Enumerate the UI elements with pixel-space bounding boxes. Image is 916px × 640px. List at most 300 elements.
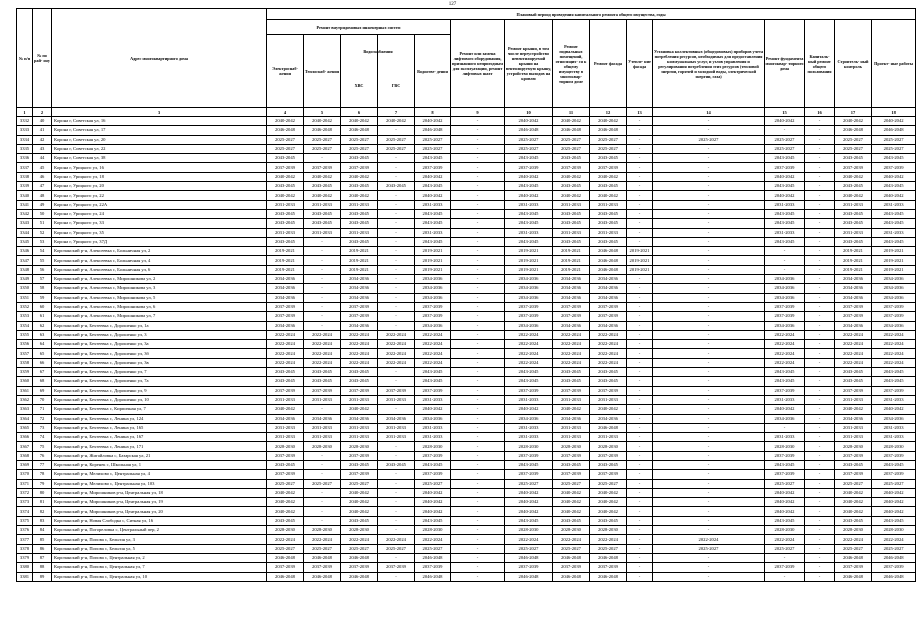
table-cell: 70 (33, 395, 52, 404)
table-cell: - (805, 479, 835, 488)
table-cell: 3346 (17, 247, 33, 256)
table-cell: 2034-2036 (505, 293, 553, 302)
table-cell: 2043-2045 (341, 460, 378, 469)
table-cell: 44 (33, 154, 52, 163)
table-cell: - (378, 526, 415, 535)
table-cell: - (805, 182, 835, 191)
table-cell: 2025-2027 (505, 479, 553, 488)
table-cell: 2028-2030 (590, 442, 627, 451)
table-cell: 2034-2036 (872, 275, 916, 284)
table-cell: 2037-2039 (341, 563, 378, 572)
table-cell: 2046-2048 (835, 126, 872, 135)
table-cell: - (765, 126, 805, 135)
table-cell: - (653, 479, 765, 488)
table-cell: 2037-2039 (590, 312, 627, 321)
table-cell: - (451, 247, 505, 256)
table-cell: 83 (33, 516, 52, 525)
table-cell: - (805, 544, 835, 553)
table-cell: 2043-2045 (415, 154, 451, 163)
table-cell: - (627, 312, 653, 321)
address-cell: Корона г, Урицкого ул, 20 (52, 182, 267, 191)
table-cell: 2034-2036 (505, 321, 553, 330)
table-cell: 2025-2027 (835, 135, 872, 144)
table-cell: - (378, 293, 415, 302)
table-cell: 2031-2033 (341, 433, 378, 442)
table-cell: - (451, 470, 505, 479)
table-cell: 2025-2027 (835, 479, 872, 488)
table-cell: 2028-2030 (872, 526, 916, 535)
table-cell: 76 (33, 451, 52, 460)
table-cell: 2022-2024 (872, 340, 916, 349)
table-cell: 2043-2045 (835, 460, 872, 469)
table-cell: 2031-2033 (835, 423, 872, 432)
table-row (17, 479, 916, 488)
table-cell: 2031-2033 (415, 433, 451, 442)
table-cell: 2043-2045 (415, 219, 451, 228)
table-cell: - (451, 488, 505, 497)
table-row (17, 321, 916, 330)
table-cell: - (451, 460, 505, 469)
table-cell: 80 (33, 488, 52, 497)
table-cell: - (451, 265, 505, 274)
table-row (17, 405, 916, 414)
table-cell: - (653, 442, 765, 451)
table-cell: 2034-2036 (590, 284, 627, 293)
table-cell: 2043-2045 (872, 516, 916, 525)
table-row (17, 284, 916, 293)
table-cell: 2037-2039 (505, 312, 553, 321)
table-cell: - (304, 451, 341, 460)
table-cell: 3380 (17, 563, 33, 572)
table-cell: - (765, 572, 805, 581)
address-cell: Корочанский р-н, Алексеевка с, Мирошникова ул, 2 (52, 275, 267, 284)
table-cell: 2028-2030 (415, 442, 451, 451)
table-cell: 2028-2030 (765, 526, 805, 535)
column-number: 8 (415, 108, 451, 117)
table-cell: 2037-2039 (304, 163, 341, 172)
table-cell: 40 (33, 117, 52, 126)
table-cell: - (304, 507, 341, 516)
table-cell: - (765, 247, 805, 256)
table-cell: - (304, 488, 341, 497)
table-cell: 2025-2027 (505, 144, 553, 153)
table-row (17, 275, 916, 284)
table-cell: 3362 (17, 395, 33, 404)
table-cell: 2022-2024 (765, 535, 805, 544)
table-cell: 2043-2045 (872, 182, 916, 191)
table-cell: 2031-2033 (765, 228, 805, 237)
table-cell: 2031-2033 (267, 200, 304, 209)
header-no-rayon: № по рай- ону (33, 9, 52, 108)
table-cell: - (627, 488, 653, 497)
table-cell: 2034-2036 (765, 275, 805, 284)
table-cell: 2034-2036 (872, 293, 916, 302)
table-cell: - (304, 516, 341, 525)
table-cell: 2022-2024 (590, 535, 627, 544)
table-cell: - (627, 544, 653, 553)
table-cell: - (304, 275, 341, 284)
table-cell: 3354 (17, 321, 33, 330)
table-cell: 2031-2033 (341, 200, 378, 209)
table-cell: - (304, 302, 341, 311)
table-cell: 2043-2045 (835, 219, 872, 228)
table-cell: - (627, 163, 653, 172)
table-row (17, 433, 916, 442)
table-cell: - (304, 470, 341, 479)
table-cell: 3360 (17, 377, 33, 386)
table-cell: 2025-2027 (590, 135, 627, 144)
table-cell: 2043-2045 (835, 516, 872, 525)
table-cell: 2040-2042 (872, 405, 916, 414)
table-cell: 2037-2039 (765, 163, 805, 172)
table-cell: 3334 (17, 135, 33, 144)
capital-repair-table (16, 8, 916, 582)
table-cell: 75 (33, 442, 52, 451)
table-cell: 2022-2024 (304, 358, 341, 367)
table-cell: 2034-2036 (304, 414, 341, 423)
table-cell: 2031-2033 (765, 395, 805, 404)
table-cell: - (451, 498, 505, 507)
table-cell: - (627, 117, 653, 126)
column-number: 18 (872, 108, 916, 117)
table-cell: - (378, 377, 415, 386)
table-cell: 2043-2045 (872, 460, 916, 469)
table-cell: 2019-2021 (553, 256, 590, 265)
table-cell: 2043-2045 (590, 516, 627, 525)
address-cell: Корона г, Советская ул, 22 (52, 144, 267, 153)
table-cell: 2022-2024 (378, 330, 415, 339)
table-cell: 2022-2024 (590, 358, 627, 367)
table-cell: 2040-2042 (590, 488, 627, 497)
address-cell: Корочанский р-н, Бехтеевка с, Дорошенко ул, 7 (52, 368, 267, 377)
table-cell: - (653, 228, 765, 237)
table-cell: 72 (33, 414, 52, 423)
table-cell: - (451, 219, 505, 228)
table-cell: 2043-2045 (505, 182, 553, 191)
table-cell: - (627, 182, 653, 191)
table-cell: 2043-2045 (378, 182, 415, 191)
table-cell: - (805, 395, 835, 404)
table-cell: - (451, 479, 505, 488)
table-cell: - (805, 470, 835, 479)
table-cell: 2034-2036 (267, 284, 304, 293)
table-cell: 2034-2036 (765, 414, 805, 423)
table-cell: 2046-2048 (590, 256, 627, 265)
table-cell: 2034-2036 (872, 284, 916, 293)
column-number: 3 (52, 108, 267, 117)
table-cell: 2031-2033 (267, 228, 304, 237)
header-title: Плановый период проведения капитального ремонта общего имущества, годы (267, 9, 916, 20)
table-row (17, 553, 916, 562)
table-cell: 3368 (17, 451, 33, 460)
table-cell: - (653, 377, 765, 386)
table-cell: 2022-2024 (304, 349, 341, 358)
table-cell: - (653, 563, 765, 572)
table-cell: 2031-2033 (378, 395, 415, 404)
table-cell: - (451, 256, 505, 265)
table-cell: 64 (33, 340, 52, 349)
table-cell: - (451, 275, 505, 284)
table-cell: 55 (33, 256, 52, 265)
table-cell: 2034-2036 (267, 293, 304, 302)
table-cell: - (451, 535, 505, 544)
table-cell: - (451, 386, 505, 395)
table-row (17, 526, 916, 535)
table-cell: 3357 (17, 349, 33, 358)
table-cell: 2034-2036 (267, 414, 304, 423)
table-cell: 3352 (17, 302, 33, 311)
table-cell: 69 (33, 386, 52, 395)
table-cell: 2031-2033 (378, 433, 415, 442)
table-cell: 2037-2039 (553, 451, 590, 460)
table-cell: 2040-2042 (415, 488, 451, 497)
table-cell: 2025-2027 (872, 144, 916, 153)
table-cell: 2040-2042 (505, 498, 553, 507)
table-cell: - (451, 507, 505, 516)
address-cell: Корочанский р-н, Бехтеевка с, Дорошенко ул, 10 (52, 395, 267, 404)
table-cell: - (451, 321, 505, 330)
table-cell: - (378, 275, 415, 284)
table-cell: - (805, 433, 835, 442)
address-cell: Корочанский р-н, Бехтеевка с, Ленина ул, 167 (52, 433, 267, 442)
table-cell: 2043-2045 (267, 209, 304, 218)
table-cell: - (805, 423, 835, 432)
table-cell: - (653, 386, 765, 395)
table-cell: 2031-2033 (872, 200, 916, 209)
column-number: 6 (341, 108, 378, 117)
table-cell: 2025-2027 (378, 144, 415, 153)
table-cell: 2046-2048 (505, 572, 553, 581)
table-cell: 2037-2039 (553, 386, 590, 395)
table-cell: 2043-2045 (590, 237, 627, 246)
table-cell: 60 (33, 302, 52, 311)
table-cell: - (627, 200, 653, 209)
table-cell: - (451, 163, 505, 172)
table-cell: 2040-2042 (872, 172, 916, 181)
table-cell: 2046-2048 (590, 423, 627, 432)
table-cell: 2034-2036 (267, 321, 304, 330)
table-cell: 2022-2024 (378, 358, 415, 367)
table-cell: - (304, 405, 341, 414)
table-cell: 2031-2033 (505, 200, 553, 209)
table-cell: - (805, 572, 835, 581)
table-cell: 2019-2021 (835, 265, 872, 274)
header-basement: Ремонт подвальных помещений, относящих- ся к общему имуществу в многоквар- тирном доме (553, 20, 590, 108)
table-cell: 2040-2042 (872, 117, 916, 126)
table-cell: - (653, 526, 765, 535)
table-cell: 2025-2027 (378, 135, 415, 144)
table-cell: 2043-2045 (378, 460, 415, 469)
header-heating: Теплоснаб- жения (304, 35, 341, 108)
table-cell: 2028-2030 (341, 442, 378, 451)
table-cell: 2046-2048 (304, 572, 341, 581)
table-cell: - (378, 368, 415, 377)
table-cell: 2040-2042 (765, 498, 805, 507)
table-cell: - (805, 451, 835, 460)
table-cell: 2040-2042 (590, 498, 627, 507)
table-cell: 2037-2039 (505, 451, 553, 460)
table-cell: 2028-2030 (505, 442, 553, 451)
address-cell: Корочанский р-н, Попова с, Центральная ул, 10 (52, 572, 267, 581)
table-cell: - (378, 516, 415, 525)
table-cell: 2040-2042 (415, 405, 451, 414)
table-cell: 57 (33, 275, 52, 284)
table-cell: 2034-2036 (835, 293, 872, 302)
table-cell: 2034-2036 (835, 284, 872, 293)
table-cell: 2025-2027 (304, 135, 341, 144)
table-cell: - (653, 460, 765, 469)
table-cell: 2019-2021 (553, 265, 590, 274)
table-cell: 42 (33, 135, 52, 144)
table-cell: 2025-2027 (835, 544, 872, 553)
address-cell: Корочанский р-н, Погореловка с, Центральный пер, 2 (52, 526, 267, 535)
table-cell: 3332 (17, 117, 33, 126)
table-cell: 2046-2048 (590, 553, 627, 562)
table-cell: 2025-2027 (553, 144, 590, 153)
table-cell: 62 (33, 321, 52, 330)
table-cell: 89 (33, 572, 52, 581)
address-cell: Корочанский р-н, Алексеевка с, Мирошникова ул, 7 (52, 312, 267, 321)
table-cell: - (627, 535, 653, 544)
table-cell: - (304, 265, 341, 274)
table-cell: 3345 (17, 237, 33, 246)
table-row (17, 368, 916, 377)
address-cell: Корочанский р-н, Бехтеевка с, Кирпичная ул, 7 (52, 405, 267, 414)
table-cell: 2040-2042 (765, 507, 805, 516)
column-number: 12 (590, 108, 627, 117)
table-cell: - (653, 256, 765, 265)
table-cell: 2022-2024 (415, 340, 451, 349)
table-cell: 2022-2024 (378, 340, 415, 349)
table-cell: - (627, 479, 653, 488)
table-cell: 2025-2027 (553, 135, 590, 144)
table-cell: 2037-2039 (872, 163, 916, 172)
table-cell: 2025-2027 (378, 544, 415, 553)
header-meters: Установка коллективных (общедомовых) приборов учета потребления ресурсов, необходимых для предоставления коммунальных услуг, и узлов управления и регулирования потребления этих ресурсов (тепловой энергии, горячей и холодной воды, электрической энергии, газа) (653, 20, 765, 108)
table-cell: - (451, 395, 505, 404)
address-cell: Корона г, Урицкого ул, 18 (52, 172, 267, 181)
table-cell: 3367 (17, 442, 33, 451)
table-cell: 2037-2039 (415, 302, 451, 311)
table-cell: 2019-2021 (835, 256, 872, 265)
table-cell: 2037-2039 (835, 302, 872, 311)
table-cell: 2043-2045 (505, 368, 553, 377)
table-cell: 2043-2045 (415, 182, 451, 191)
table-cell: 53 (33, 237, 52, 246)
table-cell: 2043-2045 (341, 516, 378, 525)
header-insulation: Утепле- ние фасада (627, 20, 653, 108)
table-cell: - (627, 368, 653, 377)
table-cell: 2037-2039 (415, 163, 451, 172)
table-cell: - (805, 200, 835, 209)
table-cell: 2040-2042 (505, 191, 553, 200)
address-cell: Корочанский р-н, Мелихово с, Центральная ул, 103 (52, 479, 267, 488)
table-cell: 2025-2027 (765, 544, 805, 553)
table-cell: 59 (33, 293, 52, 302)
table-cell: 2043-2045 (765, 460, 805, 469)
table-cell: 2022-2024 (505, 358, 553, 367)
table-cell: 2034-2036 (341, 284, 378, 293)
table-cell: 52 (33, 228, 52, 237)
table-cell: 2040-2042 (590, 117, 627, 126)
table-cell: 2022-2024 (590, 349, 627, 358)
table-cell: 2031-2033 (835, 433, 872, 442)
table-cell: 2043-2045 (553, 460, 590, 469)
table-cell: - (653, 144, 765, 153)
table-cell: - (304, 498, 341, 507)
table-cell: 3343 (17, 219, 33, 228)
table-cell: 2046-2048 (267, 553, 304, 562)
table-cell: 2031-2033 (304, 395, 341, 404)
table-cell: - (805, 293, 835, 302)
table-cell: - (304, 312, 341, 321)
table-cell: 3342 (17, 209, 33, 218)
table-cell: 54 (33, 247, 52, 256)
table-cell: - (627, 460, 653, 469)
table-cell: 2043-2045 (341, 154, 378, 163)
table-cell: - (378, 209, 415, 218)
table-cell: 2034-2036 (765, 321, 805, 330)
table-cell: 3351 (17, 293, 33, 302)
table-cell: 2040-2042 (765, 191, 805, 200)
table-cell: 2040-2042 (304, 172, 341, 181)
table-cell: 2040-2042 (341, 191, 378, 200)
table-cell: 3353 (17, 312, 33, 321)
table-row (17, 312, 916, 321)
table-cell: - (805, 135, 835, 144)
table-cell: 2022-2024 (505, 340, 553, 349)
table-cell: 2025-2027 (341, 135, 378, 144)
table-cell: - (627, 377, 653, 386)
table-cell: - (627, 433, 653, 442)
table-cell: - (451, 191, 505, 200)
table-cell: 2037-2039 (341, 163, 378, 172)
table-cell: 2037-2039 (872, 302, 916, 311)
table-cell: 2046-2048 (835, 572, 872, 581)
table-cell: 2040-2042 (553, 507, 590, 516)
address-cell: Корочанский р-н, Бехтеевка с, Дорошенко ул, 9 (52, 386, 267, 395)
table-cell: - (805, 330, 835, 339)
table-cell: 2025-2027 (341, 144, 378, 153)
table-cell: 2040-2042 (341, 117, 378, 126)
table-cell: 3347 (17, 256, 33, 265)
table-cell: 2043-2045 (304, 368, 341, 377)
table-cell: 2043-2045 (505, 154, 553, 163)
table-cell: - (805, 488, 835, 497)
table-cell: 2031-2033 (304, 433, 341, 442)
address-cell: Корочанский р-н, Алексеевка с, Больничная ул, 6 (52, 265, 267, 274)
address-cell: Корочанский р-н, Мирошников р-н, Центральная ул, 18 (52, 488, 267, 497)
table-cell: 2037-2039 (505, 470, 553, 479)
table-cell: 2043-2045 (765, 154, 805, 163)
table-cell: 77 (33, 460, 52, 469)
table-cell: 2028-2030 (872, 442, 916, 451)
table-cell: 2046-2048 (304, 553, 341, 562)
table-cell: 2022-2024 (341, 340, 378, 349)
table-cell: 2037-2039 (267, 470, 304, 479)
table-row (17, 358, 916, 367)
table-cell: - (653, 265, 765, 274)
table-cell: 2043-2045 (553, 237, 590, 246)
table-cell: 2037-2039 (415, 312, 451, 321)
table-cell: 2046-2048 (267, 126, 304, 135)
table-cell: - (653, 368, 765, 377)
table-cell: - (378, 507, 415, 516)
table-cell: - (805, 553, 835, 562)
table-cell: 2043-2045 (765, 368, 805, 377)
table-cell: 2046-2048 (415, 572, 451, 581)
table-cell: 2040-2042 (590, 405, 627, 414)
